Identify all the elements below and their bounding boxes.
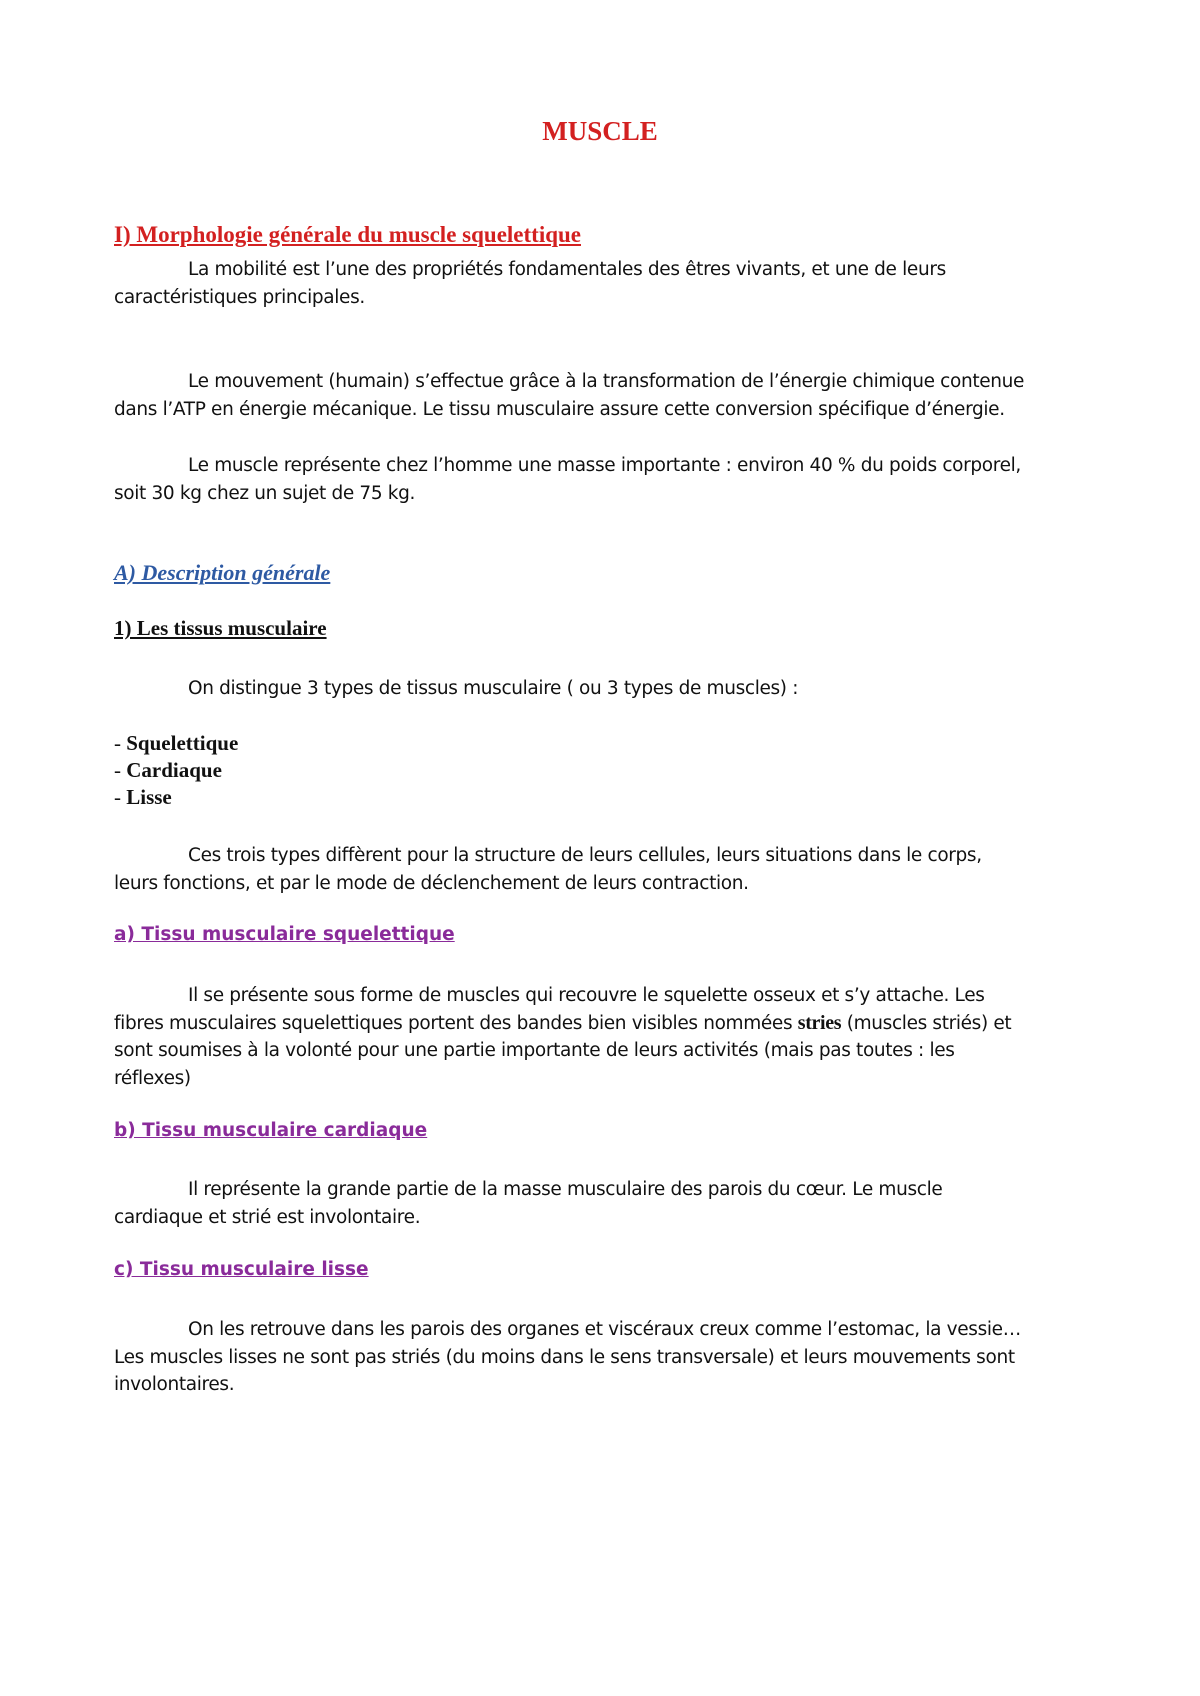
tissue-heading-squelettique: a) Tissu musculaire squelettique [114, 924, 455, 945]
bullet-label: Squelettique [126, 731, 239, 755]
text-run: (muscles striés) et [841, 1012, 1012, 1034]
bullet-prefix: - [114, 731, 127, 755]
bullet-prefix: - [114, 758, 127, 782]
bullet-label: Lisse [126, 785, 172, 809]
bullet-label: Cardiaque [126, 758, 222, 782]
list-item [114, 757, 222, 785]
paragraph-line: Le mouvement (humain) s’effectue grâce à la transformation de l’énergie chimique contenue [188, 371, 1025, 392]
paragraph-line: caractéristiques principales. [114, 286, 365, 308]
paragraph-mobilite [114, 256, 1104, 311]
paragraph-line: Ces trois types diffèrent pour la structure de leurs cellules, leurs situations dans le corps, [188, 845, 982, 866]
section-heading-morphologie: I) Morphologie générale du muscle squelettique [114, 222, 581, 247]
paragraph-line: leurs fonctions, et par le mode de déclenchement de leurs contraction. [114, 872, 749, 894]
paragraph-line: Le muscle représente chez l’homme une masse importante : environ 40 % du poids corporel, [188, 455, 1021, 476]
paragraph-lisse [114, 1316, 1104, 1399]
tissue-heading-lisse: c) Tissu musculaire lisse [114, 1259, 369, 1280]
paragraph-line: On distingue 3 types de tissus musculaire ( ou 3 types de muscles) : [188, 678, 799, 699]
tissue-heading-cardiaque: b) Tissu musculaire cardiaque [114, 1120, 428, 1141]
paragraph-trois-types [114, 842, 1104, 897]
paragraph-line: involontaires. [114, 1374, 235, 1395]
paragraph-line: cardiaque et strié est involontaire. [114, 1206, 421, 1228]
list-item [114, 784, 172, 812]
paragraph-line: Il représente la grande partie de la masse musculaire des parois du cœur. Le muscle [188, 1179, 943, 1200]
paragraph-masse [114, 452, 1104, 507]
paragraph-line: On les retrouve dans les parois des organes et viscéraux creux comme l’estomac, la vessie… [188, 1319, 1021, 1340]
paragraph-mouvement [114, 368, 1104, 423]
paragraph-line [114, 1010, 1104, 1038]
paragraph-line: soit 30 kg chez un sujet de 75 kg. [114, 482, 416, 504]
paragraph-squelettique [114, 982, 1104, 1092]
paragraph-line: dans l’ATP en énergie mécanique. Le tissu musculaire assure cette conversion spécifique d’énergie. [114, 398, 1005, 420]
paragraph-line: Il se présente sous forme de muscles qui recouvre le squelette osseux et s’y attache. Les [188, 985, 985, 1006]
document-title: MUSCLE [542, 116, 658, 146]
bold-term-stries: stries [797, 1011, 842, 1034]
paragraph-intro-types [114, 675, 1104, 703]
paragraph-cardiaque [114, 1176, 1104, 1231]
subsection-heading-tissus: 1) Les tissus musculaire [114, 616, 327, 640]
bullet-prefix: - [114, 785, 127, 809]
text-run: fibres musculaires squelettiques portent des bandes bien visibles nommées [114, 1012, 798, 1034]
subsection-heading-description: A) Description générale [114, 560, 331, 585]
paragraph-line: sont soumises à la volonté pour une partie importante de leurs activités (mais pas toutes : les [114, 1040, 955, 1061]
paragraph-line: La mobilité est l’une des propriétés fondamentales des êtres vivants, et une de leurs [188, 259, 946, 280]
list-item [114, 730, 238, 758]
paragraph-line: réflexes) [114, 1067, 191, 1089]
paragraph-line: Les muscles lisses ne sont pas striés (du moins dans le sens transversale) et leurs mouvements sont [114, 1346, 1015, 1368]
